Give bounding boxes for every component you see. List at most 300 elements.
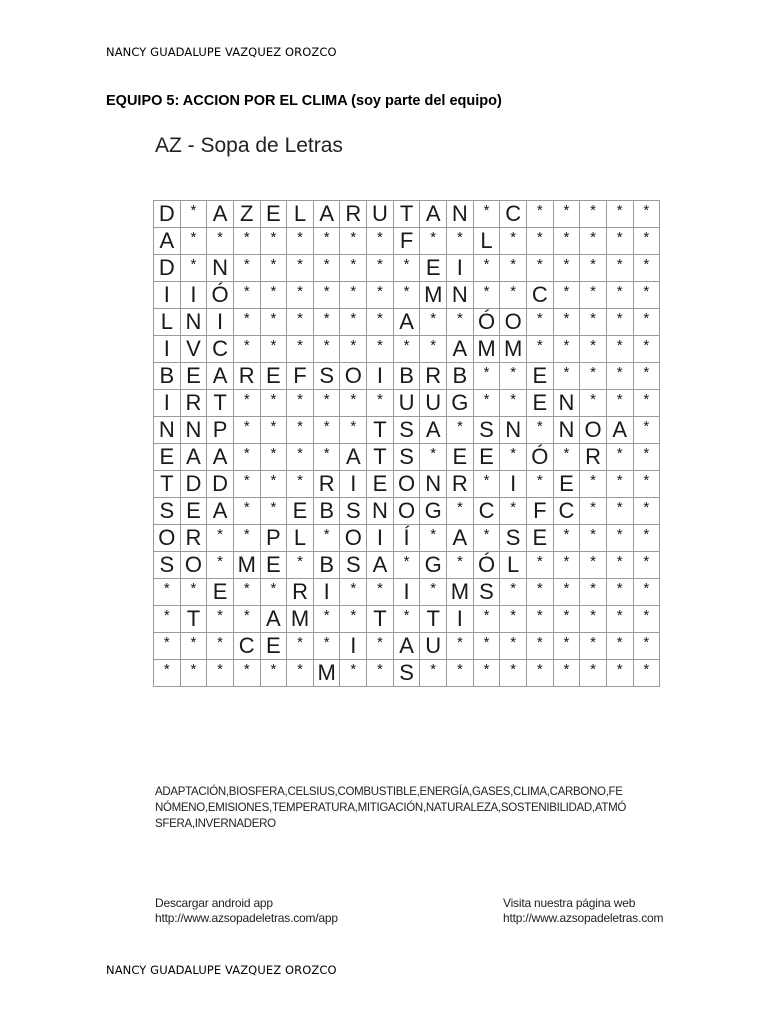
grid-cell: F — [393, 228, 420, 255]
grid-cell: * — [367, 579, 394, 606]
grid-row — [154, 525, 660, 552]
grid-cell: * — [553, 525, 580, 552]
grid-cell: * — [580, 552, 607, 579]
grid-cell: * — [260, 282, 287, 309]
grid-cell: L — [154, 309, 181, 336]
grid-cell: I — [340, 633, 367, 660]
grid-cell: * — [633, 201, 660, 228]
grid-cell: A — [393, 633, 420, 660]
grid-cell: S — [393, 444, 420, 471]
grid-cell: * — [154, 660, 181, 687]
grid-cell: * — [633, 633, 660, 660]
grid-cell: * — [207, 660, 234, 687]
grid-cell: E — [526, 525, 553, 552]
grid-cell: * — [340, 309, 367, 336]
header-author-name: NANCY GUADALUPE VAZQUEZ OROZCO — [106, 45, 337, 59]
grid-cell: N — [154, 417, 181, 444]
grid-cell: N — [180, 417, 207, 444]
grid-cell: * — [154, 633, 181, 660]
grid-cell: * — [313, 255, 340, 282]
grid-cell: * — [313, 336, 340, 363]
grid-cell: * — [553, 363, 580, 390]
grid-row — [154, 282, 660, 309]
grid-cell: * — [500, 228, 527, 255]
grid-cell: * — [580, 363, 607, 390]
grid-cell: O — [393, 498, 420, 525]
grid-cell: * — [633, 552, 660, 579]
grid-cell: O — [180, 552, 207, 579]
grid-cell: * — [580, 228, 607, 255]
grid-cell: * — [526, 606, 553, 633]
grid-cell: E — [260, 363, 287, 390]
grid-cell: R — [420, 363, 447, 390]
grid-cell: * — [340, 282, 367, 309]
grid-cell: T — [393, 201, 420, 228]
grid-cell: R — [580, 444, 607, 471]
grid-cell: * — [287, 417, 314, 444]
grid-cell: * — [393, 255, 420, 282]
grid-cell: * — [180, 660, 207, 687]
grid-cell: E — [526, 363, 553, 390]
grid-cell: * — [526, 579, 553, 606]
grid-cell: * — [207, 606, 234, 633]
grid-cell: A — [367, 552, 394, 579]
grid-cell: * — [633, 228, 660, 255]
grid-cell: * — [553, 579, 580, 606]
grid-cell: * — [260, 336, 287, 363]
grid-cell: S — [473, 417, 500, 444]
grid-cell: * — [473, 390, 500, 417]
grid-cell: * — [553, 255, 580, 282]
grid-cell: A — [420, 201, 447, 228]
grid-cell: * — [207, 228, 234, 255]
grid-row — [154, 606, 660, 633]
grid-cell: * — [526, 255, 553, 282]
grid-cell: E — [473, 444, 500, 471]
grid-cell: * — [313, 606, 340, 633]
grid-cell: * — [447, 417, 474, 444]
grid-cell: * — [606, 255, 633, 282]
grid-cell: * — [287, 471, 314, 498]
grid-cell: * — [340, 660, 367, 687]
grid-cell: * — [473, 606, 500, 633]
grid-cell: A — [207, 444, 234, 471]
grid-cell: I — [154, 282, 181, 309]
grid-cell: L — [287, 525, 314, 552]
grid-cell: * — [313, 282, 340, 309]
grid-cell: * — [633, 336, 660, 363]
grid-cell: N — [553, 390, 580, 417]
grid-cell: * — [207, 552, 234, 579]
grid-cell: E — [420, 255, 447, 282]
grid-cell: Ó — [207, 282, 234, 309]
grid-cell: R — [180, 525, 207, 552]
grid-row — [154, 498, 660, 525]
grid-cell: * — [606, 309, 633, 336]
grid-cell: F — [526, 498, 553, 525]
grid-cell: * — [447, 633, 474, 660]
grid-cell: D — [154, 255, 181, 282]
grid-cell: E — [260, 633, 287, 660]
grid-cell: B — [393, 363, 420, 390]
word-list-line: NÓMENO,EMISIONES,TEMPERATURA,MITIGACIÓN,NATURALEZA,SOSTENIBILIDAD,ATMÓ — [155, 802, 626, 814]
grid-cell: O — [154, 525, 181, 552]
grid-cell: * — [580, 336, 607, 363]
grid-cell: * — [287, 255, 314, 282]
grid-cell: * — [500, 255, 527, 282]
grid-cell: * — [473, 471, 500, 498]
grid-cell: D — [180, 471, 207, 498]
grid-cell: L — [287, 201, 314, 228]
grid-cell: * — [367, 660, 394, 687]
grid-cell: * — [580, 525, 607, 552]
grid-cell: T — [367, 444, 394, 471]
grid-cell: * — [633, 579, 660, 606]
grid-cell: * — [580, 309, 607, 336]
grid-cell: E — [447, 444, 474, 471]
grid-cell: * — [473, 201, 500, 228]
grid-cell: O — [393, 471, 420, 498]
grid-cell: * — [606, 201, 633, 228]
grid-cell: * — [233, 255, 260, 282]
grid-cell: N — [367, 498, 394, 525]
grid-cell: I — [367, 525, 394, 552]
grid-cell: E — [287, 498, 314, 525]
grid-cell: * — [633, 498, 660, 525]
grid-cell: * — [180, 255, 207, 282]
grid-cell: A — [207, 201, 234, 228]
grid-cell: * — [420, 525, 447, 552]
grid-cell: E — [180, 498, 207, 525]
grid-cell: A — [393, 309, 420, 336]
grid-cell: * — [500, 660, 527, 687]
grid-cell: * — [420, 579, 447, 606]
grid-cell: M — [313, 660, 340, 687]
grid-cell: * — [233, 660, 260, 687]
grid-cell: * — [313, 390, 340, 417]
grid-cell: * — [447, 309, 474, 336]
grid-cell: C — [207, 336, 234, 363]
grid-cell: * — [260, 660, 287, 687]
grid-cell: * — [553, 309, 580, 336]
footer-author-name: NANCY GUADALUPE VAZQUEZ OROZCO — [106, 963, 337, 977]
grid-cell: * — [606, 606, 633, 633]
grid-cell: S — [313, 363, 340, 390]
team-title: EQUIPO 5: ACCION POR EL CLIMA — [106, 93, 348, 109]
grid-cell: M — [447, 579, 474, 606]
grid-cell: S — [473, 579, 500, 606]
grid-cell: * — [340, 336, 367, 363]
grid-cell: N — [420, 471, 447, 498]
grid-cell: V — [180, 336, 207, 363]
team-heading — [106, 93, 502, 109]
grid-cell: * — [180, 633, 207, 660]
grid-cell: O — [500, 309, 527, 336]
grid-cell: * — [500, 579, 527, 606]
grid-cell: * — [606, 282, 633, 309]
grid-cell: * — [606, 336, 633, 363]
grid-cell: * — [260, 444, 287, 471]
word-list-line: ADAPTACIÓN,BIOSFERA,CELSIUS,COMBUSTIBLE,ENERGÍA,GASES,CLIMA,CARBONO,FE — [155, 786, 623, 798]
grid-cell: R — [233, 363, 260, 390]
grid-cell: N — [207, 255, 234, 282]
grid-cell: * — [500, 606, 527, 633]
grid-cell: R — [447, 471, 474, 498]
grid-cell: Ó — [526, 444, 553, 471]
grid-cell: * — [606, 525, 633, 552]
grid-cell: * — [233, 417, 260, 444]
grid-cell: E — [260, 552, 287, 579]
grid-cell: * — [207, 525, 234, 552]
grid-cell: U — [367, 201, 394, 228]
grid-cell: I — [180, 282, 207, 309]
grid-cell: * — [526, 633, 553, 660]
grid-cell: A — [313, 201, 340, 228]
grid-cell: * — [367, 336, 394, 363]
grid-cell: * — [367, 255, 394, 282]
website-label: Visita nuestra página web — [503, 896, 636, 910]
grid-row — [154, 579, 660, 606]
grid-cell: * — [154, 579, 181, 606]
grid-cell: * — [473, 255, 500, 282]
grid-cell: C — [500, 201, 527, 228]
grid-cell: * — [313, 444, 340, 471]
grid-cell: * — [420, 228, 447, 255]
grid-cell: U — [420, 633, 447, 660]
grid-cell: * — [447, 228, 474, 255]
grid-cell: N — [500, 417, 527, 444]
grid-row — [154, 471, 660, 498]
grid-cell: * — [473, 363, 500, 390]
grid-cell: S — [154, 552, 181, 579]
grid-cell: A — [260, 606, 287, 633]
grid-cell: * — [233, 336, 260, 363]
grid-cell: * — [260, 228, 287, 255]
word-list-line: SFERA,INVERNADERO — [155, 818, 276, 830]
grid-cell: A — [447, 336, 474, 363]
grid-cell: T — [154, 471, 181, 498]
grid-cell: * — [393, 282, 420, 309]
grid-cell: * — [367, 282, 394, 309]
grid-cell: * — [606, 498, 633, 525]
grid-cell: * — [606, 552, 633, 579]
grid-cell: * — [580, 660, 607, 687]
grid-cell: * — [633, 309, 660, 336]
grid-cell: I — [154, 336, 181, 363]
grid-cell: D — [207, 471, 234, 498]
team-note: (soy parte del equipo) — [347, 93, 502, 109]
grid-cell: N — [447, 201, 474, 228]
grid-cell: * — [633, 444, 660, 471]
grid-cell: * — [526, 552, 553, 579]
word-list — [155, 784, 710, 832]
grid-cell: * — [260, 417, 287, 444]
grid-cell: * — [313, 417, 340, 444]
letter-grid-table — [153, 200, 660, 687]
grid-cell: * — [180, 228, 207, 255]
grid-cell: * — [233, 471, 260, 498]
grid-cell: * — [526, 201, 553, 228]
grid-cell: I — [340, 471, 367, 498]
grid-cell: U — [393, 390, 420, 417]
grid-cell: * — [526, 309, 553, 336]
grid-cell: A — [180, 444, 207, 471]
grid-cell: N — [180, 309, 207, 336]
grid-cell: * — [260, 309, 287, 336]
grid-cell: * — [473, 525, 500, 552]
grid-cell: * — [606, 633, 633, 660]
grid-cell: O — [580, 417, 607, 444]
grid-cell: * — [606, 660, 633, 687]
grid-cell: * — [553, 552, 580, 579]
grid-cell: * — [553, 336, 580, 363]
grid-cell: * — [606, 444, 633, 471]
grid-cell: * — [260, 390, 287, 417]
grid-cell: * — [233, 444, 260, 471]
grid-cell: * — [633, 660, 660, 687]
grid-cell: M — [287, 606, 314, 633]
grid-cell: * — [287, 552, 314, 579]
grid-cell: * — [260, 255, 287, 282]
grid-row — [154, 201, 660, 228]
grid-cell: B — [313, 552, 340, 579]
grid-cell: * — [633, 417, 660, 444]
grid-cell: * — [526, 471, 553, 498]
grid-cell: * — [500, 282, 527, 309]
grid-cell: A — [207, 498, 234, 525]
grid-cell: M — [473, 336, 500, 363]
grid-cell: * — [500, 633, 527, 660]
grid-cell: * — [633, 363, 660, 390]
grid-cell: * — [313, 633, 340, 660]
grid-cell: R — [287, 579, 314, 606]
grid-cell: I — [367, 363, 394, 390]
grid-cell: E — [526, 390, 553, 417]
grid-cell: Ó — [473, 309, 500, 336]
grid-cell: * — [260, 498, 287, 525]
grid-cell: * — [154, 606, 181, 633]
grid-cell: * — [313, 228, 340, 255]
grid-cell: I — [500, 471, 527, 498]
puzzle-title: AZ - Sopa de Letras — [155, 134, 343, 157]
grid-cell: * — [340, 417, 367, 444]
grid-cell: B — [154, 363, 181, 390]
grid-cell: * — [233, 525, 260, 552]
website-link[interactable]: http://www.azsopadeletras.com — [503, 911, 664, 925]
grid-cell: * — [233, 282, 260, 309]
grid-cell: * — [606, 390, 633, 417]
grid-cell: A — [420, 417, 447, 444]
grid-row — [154, 417, 660, 444]
grid-cell: * — [553, 633, 580, 660]
grid-cell: T — [367, 606, 394, 633]
grid-cell: * — [340, 390, 367, 417]
grid-cell: * — [260, 579, 287, 606]
grid-cell: O — [340, 363, 367, 390]
grid-cell: * — [313, 309, 340, 336]
android-app-promo — [155, 896, 338, 926]
grid-cell: A — [447, 525, 474, 552]
website-promo — [503, 896, 663, 926]
grid-row — [154, 552, 660, 579]
grid-cell: * — [553, 660, 580, 687]
grid-row — [154, 444, 660, 471]
grid-cell: * — [633, 525, 660, 552]
grid-cell: * — [420, 660, 447, 687]
grid-cell: Ó — [473, 552, 500, 579]
grid-cell: * — [473, 282, 500, 309]
grid-cell: R — [313, 471, 340, 498]
grid-cell: * — [633, 390, 660, 417]
grid-row — [154, 228, 660, 255]
grid-cell: * — [580, 282, 607, 309]
grid-cell: * — [580, 606, 607, 633]
grid-cell: * — [287, 336, 314, 363]
grid-cell: * — [606, 363, 633, 390]
grid-cell: T — [180, 606, 207, 633]
grid-cell: S — [500, 525, 527, 552]
grid-cell: * — [580, 633, 607, 660]
grid-cell: * — [606, 579, 633, 606]
grid-cell: G — [420, 552, 447, 579]
grid-cell: * — [500, 444, 527, 471]
grid-cell: * — [420, 309, 447, 336]
grid-cell: * — [420, 336, 447, 363]
grid-cell: L — [473, 228, 500, 255]
grid-cell: M — [233, 552, 260, 579]
grid-cell: G — [447, 390, 474, 417]
grid-cell: Z — [233, 201, 260, 228]
grid-cell: * — [447, 660, 474, 687]
grid-cell: * — [500, 498, 527, 525]
grid-cell: * — [553, 228, 580, 255]
grid-cell: C — [526, 282, 553, 309]
grid-cell: * — [287, 633, 314, 660]
grid-cell: * — [606, 471, 633, 498]
grid-cell: * — [500, 390, 527, 417]
grid-cell: P — [207, 417, 234, 444]
grid-cell: I — [393, 579, 420, 606]
grid-cell: * — [580, 255, 607, 282]
grid-cell: I — [447, 255, 474, 282]
grid-cell: T — [207, 390, 234, 417]
grid-cell: * — [287, 444, 314, 471]
grid-cell: * — [233, 606, 260, 633]
grid-cell: * — [233, 579, 260, 606]
grid-cell: I — [207, 309, 234, 336]
grid-cell: P — [260, 525, 287, 552]
grid-cell: R — [340, 201, 367, 228]
grid-cell: * — [553, 444, 580, 471]
grid-cell: * — [447, 552, 474, 579]
grid-cell: E — [367, 471, 394, 498]
grid-cell: * — [633, 255, 660, 282]
grid-cell: I — [313, 579, 340, 606]
grid-cell: E — [207, 579, 234, 606]
grid-cell: * — [233, 228, 260, 255]
grid-cell: * — [553, 201, 580, 228]
grid-cell: * — [580, 579, 607, 606]
grid-cell: D — [154, 201, 181, 228]
grid-cell: * — [500, 363, 527, 390]
grid-cell: U — [420, 390, 447, 417]
grid-cell: S — [340, 552, 367, 579]
android-app-link[interactable]: http://www.azsopadeletras.com/app — [155, 911, 338, 925]
grid-cell: * — [580, 498, 607, 525]
grid-cell: N — [447, 282, 474, 309]
grid-cell: * — [553, 282, 580, 309]
grid-cell: * — [287, 228, 314, 255]
